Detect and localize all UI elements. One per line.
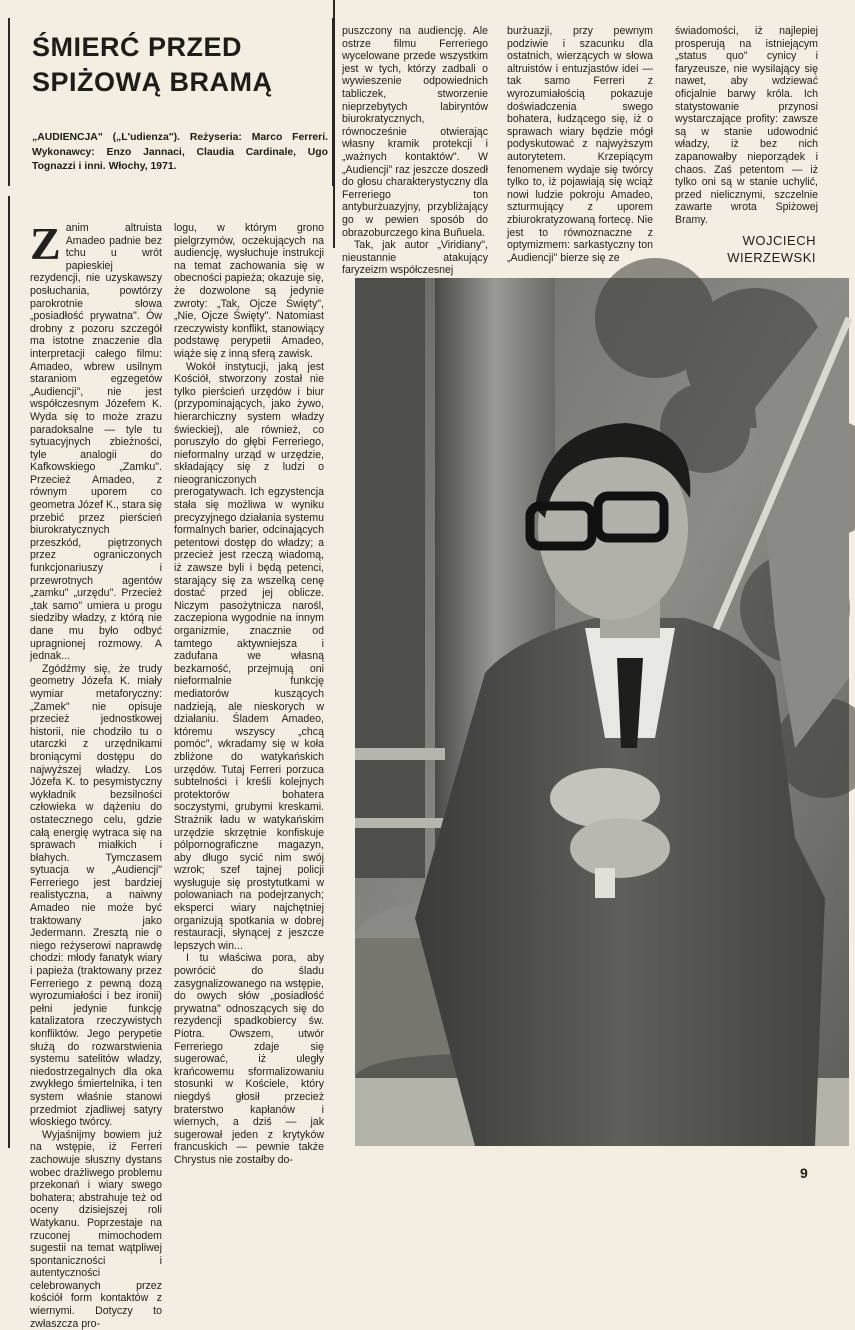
paragraph: świadomości, iż najlepiej prosperują na istniejącym „status quo" cynicy i faryzeusze, nie wysilający się nawet, aby wdziewać oficjalnie barwy króla. Ich statystowanie przynosi wystarczające profity: zawsze są w stanie udowodnić władzy, iż bez nich zapanowałby nieporządek i chaos. Zaś petentom — iż tylko oni są w stanie uchylić, przed nielicznymi, szczelnie zawarte wrota Spiżowej Bramy. — [675, 25, 818, 226]
text-column-1 — [30, 218, 162, 1330]
title-box — [8, 18, 334, 186]
paragraph: I tu właściwa pora, aby powrócić do śladu zasygnalizowanego na wstępie, do owych słów „posiadłość prywatna" odnoszących się do rezydencji spadkobiercy św. Piotra. Owszem, utwór Ferreriego zdaje się sugerować, iż uległy krańcowemu sformalizowaniu stosunki w Kościele, który niegdyś głosił przecież braterstwo kapłanów i wiernych, a dziś — jak sugerował jeden z krytyków francuskich — pewnie także Chrystus nie zostałby do- — [174, 952, 324, 1166]
author-byline: WOJCIECH WIERZEWSKI — [727, 233, 816, 265]
text-column-5 — [675, 25, 818, 225]
paragraph: burżuazji, przy pewnym podziwie i szacunku dla ostatnich, wierzących w słowa altruistów i entuzjastów idei — tak samo Ferreri z wyrozumiałością pokazuje doświadczenia swego bohatera, łudzącego się, iż o sprawach wiary będzie mógł podyskutować z najwyższym autorytetem. Krzepiącym fenomenem wydaje się twórcy tylko to, iż pojawiają się wciąż nowi ludzie pokroju Amadeo, szturmujący z uporem zbiurokratyzowaną fortecę. Nie jest to równoznaczne z optymizmem: sarkastyczny ton „Audiencji" bierze się ze — [507, 25, 653, 264]
text-column-2 — [174, 222, 324, 1166]
left-column-rule — [8, 196, 10, 1148]
paragraph: Wyjaśnijmy bowiem już na wstępie, iż Ferreri zachowuje słuszny dystans wobec drażliwego problemu przekonań i wiary swego bohatera; abstrahuje też od oceny dzisiejszej roli Watykanu. Poprzestaje na rzuconej mimochodem sugestii na temat wątpliwej spontaniczności i autentyczności celebrowanych przez kościół form kontaktów z wiernymi. Dotyczy to zwłaszcza pro- — [30, 1128, 162, 1330]
page-number: 9 — [800, 1165, 808, 1181]
text-column-3 — [342, 25, 488, 277]
text-column-4 — [507, 25, 653, 265]
paragraph: Wokół instytucji, jaką jest Kościół, stworzony został nie tylko pierścień urzędów i biur (przypominających, jako żywo, hierarchiczny system władzy świeckiej), ale również, co poruszyło do głębi Ferreriego, nieformalny urząd w urzędzie, składający się z ludzi o nieograniczonych prerogatywach. Ich egzystencja stała się możliwa w wyniku precyzyjnego działania systemu formalnych barier, odcinających petentowi dostęp do władzy; a przecież jest rzeczą wiadomą, iż zawsze byli i będą petenci, starający się za wszelką cenę dostać przed jej oblicze. Niczym pasożytnicza narośl, zaczepiona wygodnie na innym organizmie, znacznie od tamtego aktywniejsza i zadufana we własną bezkarność, przejmują oni nieformalnie funkcję mediatorów kuszących nadzieją, ale nieskorych w działaniu. Śladem Amadeo, któremu wszyscy „chcą pomóc", wkradamy się w koła zbliżone do watykańskich urzędów. Tutaj Ferreri porzuca subtelności i kreśli kolejnych protektorów bohatera soczystymi, grubymi kreskami. Strażnik ładu w watykańskim urzędzie skrzętnie konfiskuje pólpornograficzne magazyn, aby długo sycić nim swój wzrok; szef tajnej policji wysługuje się prostytutkami w polowaniach na podejrzanych; eksperci wiary najchętniej organizują spotkania w dobrej restauracji, słynącej z jeszcze lepszych win... — [174, 360, 324, 952]
paragraph: Tak, jak autor „Viridiany", nieustannie atakujący faryzeizm współczesnej — [342, 239, 488, 277]
middle-column-rule — [333, 0, 335, 248]
film-still-illustration — [355, 278, 849, 1146]
drop-cap: Z — [30, 218, 61, 269]
film-credits: „AUDIENCJA" („L'udienza"). Reżyseria: Marco Ferreri. Wykonawcy: Enzo Jannaci, Claudia Cardinale, Ugo Tognazzi i inni. Włochy, 1971. — [32, 132, 328, 172]
film-still-photo — [355, 278, 849, 1146]
article-title: ŚMIERĆ PRZED SPIŻOWĄ BRAMĄ — [32, 32, 273, 97]
paragraph: logu, w którym grono pielgrzymów, oczekujących na audiencję, wysłuchuje instrukcji na temat zachowania się w obecności papieża; okazuje się, że dozwolone są jedynie zwroty: „Tak, Ojcze Święty", „Nie, Ojcze Święty". Natomiast rzeczywisty konflikt, stanowiący podstawę perypetii Amadeo, wiąże się z inną sferą zawisk. — [174, 222, 324, 360]
paragraph: puszczony na audiencję. Ale ostrze filmu Ferreriego wycelowane przede wszystkim jest w tych, którzy zadbali o wywieszenie odpowiednich tabliczek, stworzenie nieprzebytych labiryntów biurokratycznych, równocześnie otwierając własny kramik protekcji i „ważnych kontaktów". W „Audiencji" raz jeszcze doszedł do głosu charakterystyczny dla Ferreriego ton antyburżuazyjny, przybliżający go w pewien sposób do obrazoburczego kina Buñuela. — [342, 25, 488, 239]
paragraph: Zanim altruista Amadeo padnie bez tchu u wrót papieskiej rezydencji, nie uzyskawszy posłuchania, powtórzy parokrotnie słowa „posiadłość prywatna". Ów drobny z pozoru szczegół ma istotne znaczenie dla interpretacji całego filmu: Amadeo, wbrew usilnym staraniom egzegetów „Audiencji", nie jest współczesnym Józefem K. Wyda się to może zrazu paradoksalne — tyle tu sytuacyjnych zbieżności, tyle analogii do Kafkowskiego „Zamku". Przecież Amadeo, z równym uporem co geometra Józef K., stara się przebić przez pierścień biurokratycznych przeszkód, piętrzonych przez ograniczonych funkcjonariuszy i przewrotnych agentów „zamku" „urzędu". Przecież „tak samo" umiera u progu siedziby władzy, z którą nie dane mu było odbyć upragnionej rozmowy. A jednak... — [30, 218, 162, 663]
paragraph: Zgódźmy się, że trudy geometry Józefa K. miały wymiar metaforyczny: „Zamek" nie opisuje przecież jednostkowej historii, nie chodziło tu o utarczki z urzędnikami broniącymi dostępu do najwyższej władzy. Los Józefa K. to pesymistyczny wykładnik bezsilności człowieka w dążeniu do ostatecznego celu, gdzie całą energię wytraca się na sprawach miałkich i błahych. Tymczasem sytuacja w „Audiencji" Ferreriego jest bardziej realistyczna, a naiwny Amadeo nie może być traktowany jako Jedermann. Zresztą nie o niego reżyserowi naprawdę chodzi: młody fanatyk wiary i papieża (traktowany przez Ferreriego z pewną dozą wyrozumiałości i bez ironii) pełni jedynie funkcję katalizatora rzeczywistych konfliktów. Jego perypetie służą do rozwarstwienia systemu satelitów władzy, niedostrzegalnych dla oka zwykłego śmiertelnika, i ten system właśnie stanowi przedmiot zjadliwej satyry włoskiego twórcy. — [30, 662, 162, 1129]
